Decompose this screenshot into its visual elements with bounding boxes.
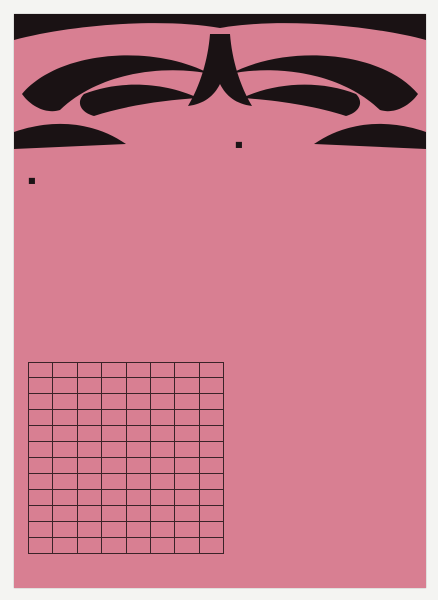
calendar-cell [126,490,150,506]
calendar-body [29,378,224,554]
calendar-month-label [29,378,53,394]
essay-column [235,132,415,582]
calendar-cell [77,378,101,394]
calendar-cell [53,410,77,426]
essay-marker: ■ [235,140,243,149]
calendar-cell [199,474,223,490]
calendar-cell [150,378,174,394]
calendar-cell [199,522,223,538]
calendar-cell [102,490,126,506]
calendar-cell [102,394,126,410]
calendar-month-label [29,442,53,458]
calendar-cell [150,410,174,426]
calendar-cell [199,426,223,442]
calendar-cell [126,378,150,394]
credit-row-8 [28,273,224,284]
calendar-cell [77,474,101,490]
calendar-cell [150,506,174,522]
calendar-cell [126,506,150,522]
calendar-cell [77,458,101,474]
calendar-cell [199,378,223,394]
calendar-cell [199,410,223,426]
credit-row-1: ■ [28,176,36,185]
calendar-month-label [29,474,53,490]
calendar-cell [102,474,126,490]
calendar-weekday-row [29,363,224,378]
calendar-cell [126,394,150,410]
calendar-cell [126,458,150,474]
run-dates-line-2 [28,336,224,347]
calendar-cell [53,442,77,458]
calendar-row [29,458,224,474]
calendar-cell [199,506,223,522]
credit-row-9 [28,287,224,298]
calendar-row [29,410,224,426]
calendar-cell [175,474,199,490]
calendar-cell [199,442,223,458]
face-art [14,14,426,149]
calendar-cell [175,490,199,506]
calendar-cell [175,522,199,538]
calendar-cell [175,394,199,410]
calendar-cell [126,410,150,426]
tagline-2 [28,158,224,169]
calendar-cell [150,394,174,410]
calendar-cell [53,426,77,442]
credit-row-3 [28,203,224,214]
calendar-month-label [29,426,53,442]
calendar-cell [126,426,150,442]
calendar-cell [53,378,77,394]
production-credits [28,144,224,579]
calendar-cell [77,522,101,538]
credits-list [28,175,224,298]
note-4 [28,580,224,588]
credit-row-5 [28,231,224,242]
calendar-cell [199,490,223,506]
calendar-cell [53,458,77,474]
calendar-cell [102,522,126,538]
calendar-cell [53,490,77,506]
calendar-row [29,394,224,410]
calendar-cell [150,522,174,538]
weekday-2 [77,363,101,378]
calendar-cell [175,442,199,458]
calendar-cell [175,378,199,394]
weekday-7 [199,363,223,378]
calendar-cell [126,474,150,490]
calendar-cell [150,458,174,474]
calendar-cell [175,410,199,426]
tagline-1 [28,144,224,155]
calendar-cell [77,410,101,426]
weekday-1 [53,363,77,378]
calendar-cell [77,394,101,410]
calendar-row [29,490,224,506]
calendar-cell [77,426,101,442]
flyer-sheet [14,14,426,588]
calendar-cell [150,426,174,442]
calendar-cell [102,410,126,426]
weekday-3 [102,363,126,378]
run-dates-line-1 [28,322,224,333]
calendar-cell [175,426,199,442]
calendar-row [29,506,224,522]
note-2 [28,552,224,563]
calendar-row [29,522,224,538]
credit-row-6 [28,245,224,256]
calendar-cell [150,474,174,490]
credit-row-2 [28,189,224,200]
credit-row-4 [28,217,224,228]
credit-row-7 [28,259,224,270]
calendar-cell [150,490,174,506]
calendar-row [29,378,224,394]
calendar-cell [102,506,126,522]
calendar-month-label [29,458,53,474]
calendar-row [29,426,224,442]
calendar-cell [53,474,77,490]
calendar-cell [126,442,150,458]
calendar-cell [175,506,199,522]
calendar-cell [199,394,223,410]
calendar-month-label [29,410,53,426]
calendar-month-label [29,506,53,522]
calendar-cell [175,458,199,474]
calendar-cell [102,458,126,474]
calendar-cell [77,442,101,458]
note-1 [28,538,224,549]
calendar-cell [126,522,150,538]
calendar-cell [77,506,101,522]
note-3 [28,566,224,577]
calendar-cell [53,506,77,522]
calendar-month-label [29,394,53,410]
calendar-cell [102,426,126,442]
calendar-cell [199,458,223,474]
calendar-cell [53,394,77,410]
calendar-cell [77,490,101,506]
weekday-5 [150,363,174,378]
notes [28,538,224,588]
calendar-cell [53,522,77,538]
run-dates [28,322,224,350]
performance-calendar [28,362,224,554]
calendar-cell [102,378,126,394]
calendar-cell [102,442,126,458]
calendar-month-label [29,490,53,506]
weekday-6 [175,363,199,378]
calendar-corner [29,363,53,378]
calendar-row [29,442,224,458]
calendar-row [29,474,224,490]
weekday-4 [126,363,150,378]
calendar-cell [150,442,174,458]
calendar-month-label [29,522,53,538]
